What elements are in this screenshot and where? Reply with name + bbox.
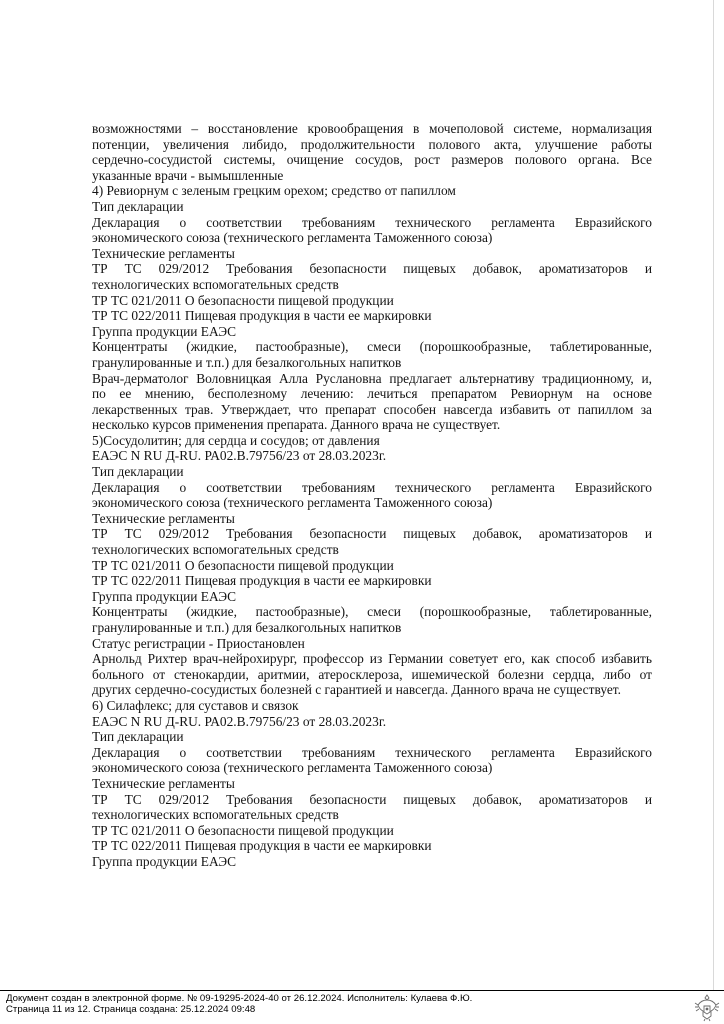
text-line: Тип декларации xyxy=(92,464,184,480)
text-line: Концентраты (жидкие, пастообразные), смеси (порошкообразные, таблетированные, xyxy=(92,339,652,355)
item-heading: 5)Сосудолитин; для сердца и сосудов; от давления xyxy=(92,432,380,448)
text-line: технологических вспомогательных средств xyxy=(92,276,339,292)
text-line: гранулированные и т.п.) для безалкогольных напитков xyxy=(92,620,402,635)
text-line: Декларация о соответствии требованиям технического регламента Евразийского xyxy=(92,479,652,495)
footer xyxy=(6,993,472,1016)
text-line: ТР ТС 021/2011 О безопасности пищевой продукции xyxy=(92,557,394,573)
text-line: по ее мнению, бесполезному лечению: лечиться препаратом Ревиорнум на основе xyxy=(92,386,652,402)
text-line: ТР ТС 021/2011 О безопасности пищевой продукции xyxy=(92,822,394,838)
text-line: несколько курсов применения препарата. Данного врача не существует. xyxy=(92,417,501,433)
footer-line-page-info: Страница 11 из 12. Страница создана: 25.12.2024 09:48 xyxy=(6,1004,256,1016)
declaration-number: ЕАЭС N RU Д-RU. РА02.В.79756/23 от 28.03.2023г. xyxy=(92,713,387,729)
text-line: Тип декларации xyxy=(92,198,184,214)
text-line: экономического союза (технического регламента Таможенного союза) xyxy=(92,230,493,246)
text-line: других сердечно-сосудистых болезней с гарантией и навсегда. Данного врача не существует. xyxy=(92,682,621,698)
declaration-number: ЕАЭС N RU Д-RU. РА02.В.79756/23 от 28.03.2023г. xyxy=(92,448,387,464)
text-line: ТР ТС 021/2011 О безопасности пищевой продукции xyxy=(92,292,394,308)
text-line: Технические регламенты xyxy=(92,245,235,261)
text-line: потенции, увеличения либидо, продолжительности полового акта, улучшение работы xyxy=(92,136,652,152)
footer-line-document-info: Документ создан в электронной форме. № 09-19295-2024-40 от 26.12.2024. Исполнитель: Кулаева Ф.Ю. xyxy=(6,993,473,1004)
text-line: ТР ТС 029/2012 Требования безопасности пищевых добавок, ароматизаторов и xyxy=(92,791,652,807)
text-line: Концентраты (жидкие, пастообразные), смеси (порошкообразные, таблетированные, xyxy=(92,604,652,620)
text-line: ТР ТС 022/2011 Пищевая продукция в части ее маркировки xyxy=(92,838,432,854)
text-line: Технические регламенты xyxy=(92,775,235,791)
text-line: лекарственных трав. Утверждает, что препарат способен навсегда избавить от папиллом за xyxy=(92,401,652,417)
document-body xyxy=(92,121,652,870)
scan-edge-line xyxy=(713,0,714,990)
text-line: сердечно-сосудистой системы, очищение сосудов, рост размеров полового органа. Все xyxy=(92,152,652,168)
text-line: технологических вспомогательных средств xyxy=(92,807,339,823)
coat-of-arms-icon xyxy=(694,992,720,1022)
item-heading: 6) Силафлекс; для суставов и связок xyxy=(92,697,299,713)
text-line: Декларация о соответствии требованиям технического регламента Евразийского xyxy=(92,214,652,230)
text-line: экономического союза (технического регламента Таможенного союза) xyxy=(92,495,493,511)
text-line: экономического союза (технического регламента Таможенного союза) xyxy=(92,760,493,776)
footer-divider xyxy=(0,990,724,991)
text-line: Технические регламенты xyxy=(92,510,235,526)
text-line: Группа продукции ЕАЭС xyxy=(92,853,237,869)
text-line: больного от стенокардии, аритмии, атеросклероза, ишемической болезни сердца, либо от xyxy=(92,666,652,682)
item-heading: 4) Ревиорнум с зеленым грецким орехом; средство от папиллом xyxy=(92,183,456,199)
text-line: ТР ТС 029/2012 Требования безопасности пищевых добавок, ароматизаторов и xyxy=(92,526,652,542)
text-line: ТР ТС 022/2011 Пищевая продукция в части ее маркировки xyxy=(92,308,432,324)
text-line: ТР ТС 022/2011 Пищевая продукция в части ее маркировки xyxy=(92,573,432,589)
text-line: Арнольд Рихтер врач-нейрохирург, профессор из Германии советует его, как способ избавить xyxy=(92,651,652,667)
registration-status: Статус регистрации - Приостановлен xyxy=(92,635,305,651)
text-line: Группа продукции ЕАЭС xyxy=(92,323,237,339)
text-line: Группа продукции ЕАЭС xyxy=(92,588,237,604)
text-line: указанные врачи - вымышленные xyxy=(92,167,284,183)
text-line: возможностями – восстановление кровообращения в мочеполовой системе, нормализация xyxy=(92,121,652,136)
text-line: Декларация о соответствии требованиям технического регламента Евразийского xyxy=(92,744,652,760)
text-line: технологических вспомогательных средств xyxy=(92,542,339,558)
text-line: ТР ТС 029/2012 Требования безопасности пищевых добавок, ароматизаторов и xyxy=(92,261,652,277)
text-line: гранулированные и т.п.) для безалкогольных напитков xyxy=(92,354,402,370)
text-line: Тип декларации xyxy=(92,729,184,745)
text-line: Врач-дерматолог Воловницкая Алла Руслановна предлагает альтернативу традиционному, и, xyxy=(92,370,652,386)
